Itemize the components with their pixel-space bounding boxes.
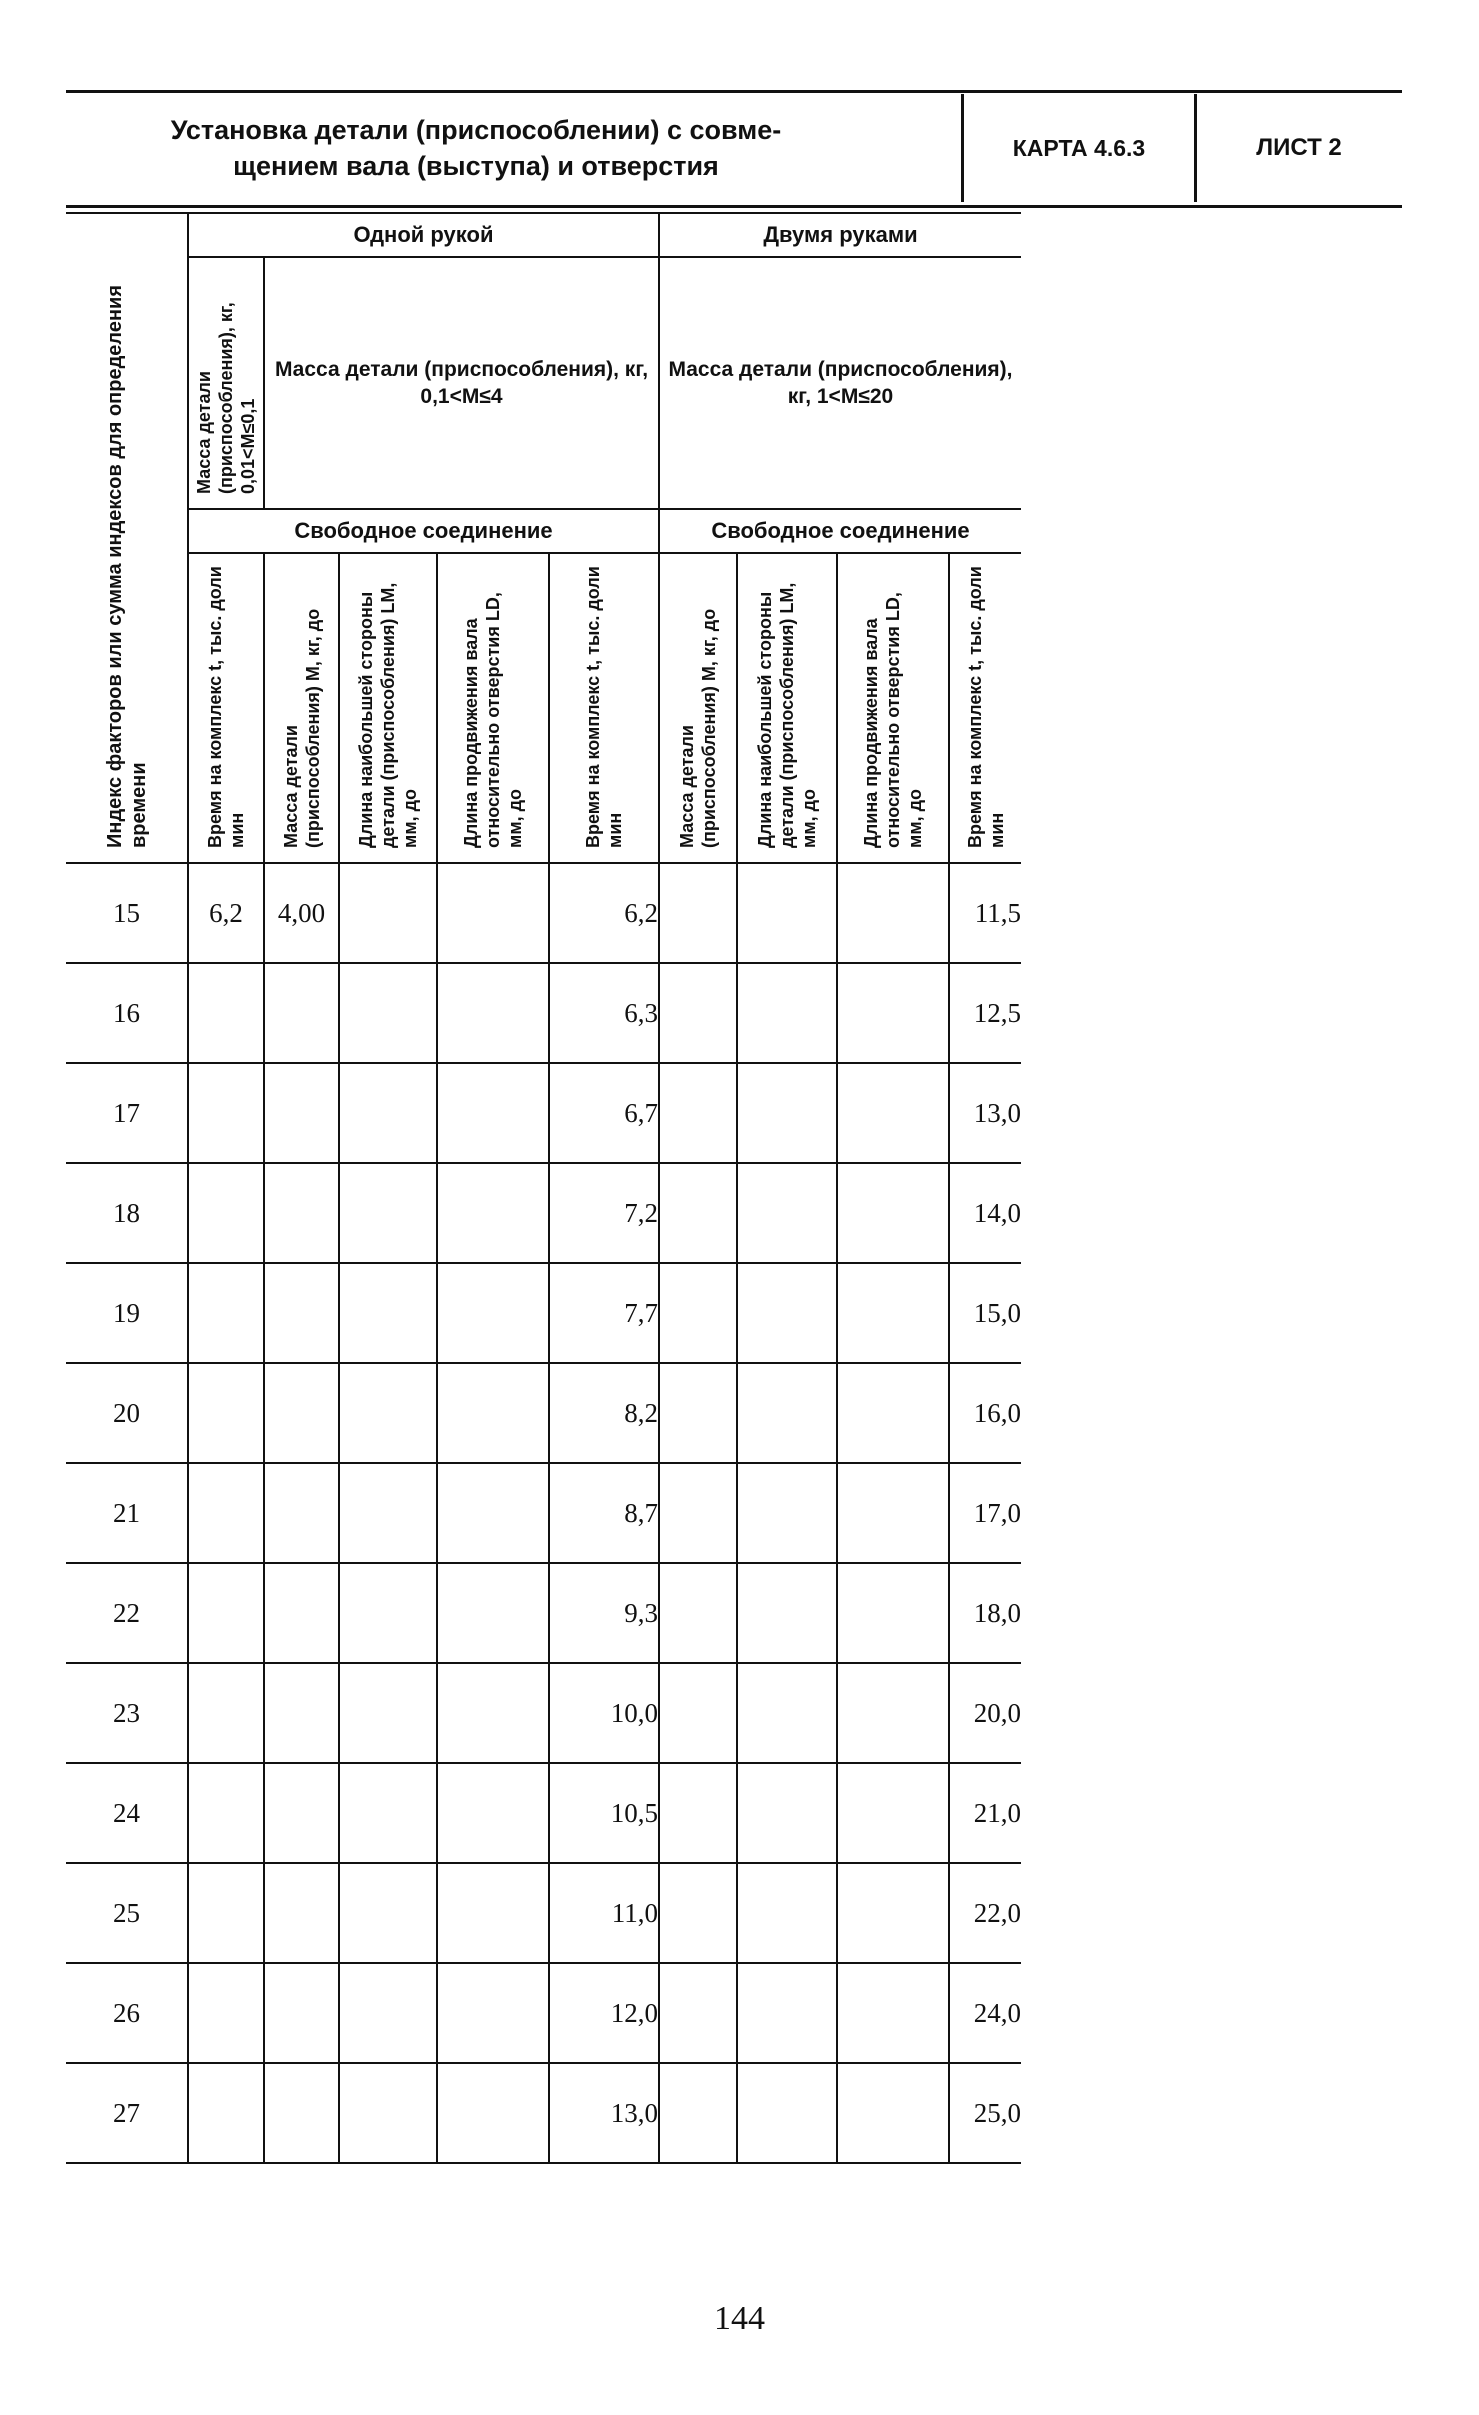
- page-number: 144: [714, 2300, 765, 2337]
- time-2-cell: 6,3: [549, 963, 659, 1063]
- travel-2-cell: [837, 1663, 949, 1763]
- travel-2-cell: [837, 963, 949, 1063]
- mass-1-cell: [264, 1463, 339, 1563]
- table-row: [66, 1463, 1021, 1563]
- time-2-cell: 10,5: [549, 1763, 659, 1863]
- header-bottom-rule: [66, 205, 1402, 208]
- col-mass-1: [264, 553, 339, 863]
- card-title-line-1: Установка детали (приспособлении) с совме-: [170, 115, 782, 145]
- col-mass-2-label: Масса детали (приспособления) M, кг, до: [677, 608, 719, 848]
- length-1-cell: [339, 1863, 437, 1963]
- col-travel-1: [437, 553, 549, 863]
- col-travel-1-label: Длина продвижения вала относительно отверстия LD, мм, до: [461, 592, 525, 848]
- index-header: Индекс факторов или сумма индексов для определения времени: [103, 284, 150, 848]
- mass-small-header: Масса детали (приспособления), кг, 0,01<M≤0,1: [194, 302, 258, 494]
- length-1-cell: [339, 1263, 437, 1363]
- time-1-cell: [188, 1763, 264, 1863]
- travel-1-cell: [437, 1563, 549, 1663]
- length-1-cell: [339, 1163, 437, 1263]
- travel-2-cell: [837, 1863, 949, 1963]
- time-1-cell: [188, 1563, 264, 1663]
- mass-2-cell: [659, 1963, 737, 2063]
- table-row: [66, 1963, 1021, 2063]
- col-length-2: [737, 553, 837, 863]
- time-3-cell: 17,0: [949, 1463, 1021, 1563]
- mass-2-cell: [659, 1563, 737, 1663]
- mass-mid-header: Масса детали (приспособления), кг, 0,1<M≤4: [264, 257, 659, 509]
- length-2-cell: [737, 1163, 837, 1263]
- norms-table: [66, 212, 1021, 2164]
- travel-2-cell: [837, 1363, 949, 1463]
- travel-1-cell: [437, 1063, 549, 1163]
- travel-2-cell: [837, 1263, 949, 1363]
- index-cell: 19: [66, 1263, 188, 1363]
- table-body: [66, 863, 1021, 2163]
- travel-1-cell: [437, 963, 549, 1063]
- mass-1-cell: [264, 1563, 339, 1663]
- index-cell: 18: [66, 1163, 188, 1263]
- length-1-cell: [339, 1663, 437, 1763]
- col-travel-2-label: Длина продвижения вала относительно отверстия LD, мм, до: [861, 592, 925, 848]
- travel-2-cell: [837, 1963, 949, 2063]
- time-3-cell: 13,0: [949, 1063, 1021, 1163]
- length-2-cell: [737, 1663, 837, 1763]
- free-fit-one-header: Свободное соединение: [188, 509, 659, 553]
- length-1-cell: [339, 1063, 437, 1163]
- time-1-cell: [188, 1363, 264, 1463]
- index-cell: 21: [66, 1463, 188, 1563]
- col-mass-2: [659, 553, 737, 863]
- travel-1-cell: [437, 1463, 549, 1563]
- length-1-cell: [339, 1463, 437, 1563]
- index-cell: 25: [66, 1863, 188, 1963]
- time-3-cell: 20,0: [949, 1663, 1021, 1763]
- table-row: [66, 1063, 1021, 1163]
- index-cell: 15: [66, 863, 188, 963]
- mass-1-cell: [264, 1763, 339, 1863]
- length-2-cell: [737, 863, 837, 963]
- col-travel-2: [837, 553, 949, 863]
- time-3-cell: 15,0: [949, 1263, 1021, 1363]
- time-2-cell: 10,0: [549, 1663, 659, 1763]
- time-1-cell: [188, 1263, 264, 1363]
- mass-2-cell: [659, 1363, 737, 1463]
- index-cell: 22: [66, 1563, 188, 1663]
- index-cell: 27: [66, 2063, 188, 2163]
- travel-2-cell: [837, 2063, 949, 2163]
- one-hand-header: Одной рукой: [188, 213, 659, 257]
- mass-1-cell: [264, 1263, 339, 1363]
- mass-1-cell: [264, 1963, 339, 2063]
- mass-two-header: Масса детали (приспособления), кг, 1<M≤20: [659, 257, 1021, 509]
- col-length-1: [339, 553, 437, 863]
- mass-2-cell: [659, 863, 737, 963]
- time-2-cell: 7,2: [549, 1163, 659, 1263]
- time-2-cell: 12,0: [549, 1963, 659, 2063]
- travel-2-cell: [837, 1163, 949, 1263]
- mass-small-cell: [188, 257, 264, 509]
- time-2-cell: 8,7: [549, 1463, 659, 1563]
- card-title: [66, 112, 886, 184]
- time-3-cell: 21,0: [949, 1763, 1021, 1863]
- col-time-1-label: Время на комплекс t, тыс. доли мин: [205, 566, 247, 848]
- mass-1-cell: [264, 1863, 339, 1963]
- travel-2-cell: [837, 1063, 949, 1163]
- length-2-cell: [737, 1463, 837, 1563]
- mass-2-cell: [659, 1863, 737, 1963]
- time-1-cell: [188, 1663, 264, 1763]
- travel-1-cell: [437, 2063, 549, 2163]
- time-2-cell: 9,3: [549, 1563, 659, 1663]
- time-1-cell: [188, 1463, 264, 1563]
- col-time-3-label: Время на комплекс t, тыс. доли мин: [964, 566, 1007, 848]
- length-2-cell: [737, 1363, 837, 1463]
- index-cell: 26: [66, 1963, 188, 2063]
- length-2-cell: [737, 1963, 837, 2063]
- mass-2-cell: [659, 1463, 737, 1563]
- table-row: [66, 1563, 1021, 1663]
- card-header: [66, 90, 1402, 208]
- index-cell: 16: [66, 963, 188, 1063]
- time-1-cell: [188, 963, 264, 1063]
- mass-2-cell: [659, 1263, 737, 1363]
- length-2-cell: [737, 1563, 837, 1663]
- travel-1-cell: [437, 1663, 549, 1763]
- col-time-1: [188, 553, 264, 863]
- card-number: КАРТА 4.6.3: [961, 94, 1197, 202]
- length-2-cell: [737, 1063, 837, 1163]
- mass-2-cell: [659, 963, 737, 1063]
- length-2-cell: [737, 963, 837, 1063]
- length-2-cell: [737, 2063, 837, 2163]
- travel-1-cell: [437, 1263, 549, 1363]
- time-2-cell: 7,7: [549, 1263, 659, 1363]
- index-cell: 23: [66, 1663, 188, 1763]
- table-row: [66, 863, 1021, 963]
- mass-2-cell: [659, 1663, 737, 1763]
- time-3-cell: 16,0: [949, 1363, 1021, 1463]
- length-2-cell: [737, 1263, 837, 1363]
- table-row: [66, 1263, 1021, 1363]
- travel-1-cell: [437, 1363, 549, 1463]
- length-2-cell: [737, 1763, 837, 1863]
- time-1-cell: [188, 1163, 264, 1263]
- travel-1-cell: [437, 1863, 549, 1963]
- mass-2-cell: [659, 1163, 737, 1263]
- table-row: [66, 1763, 1021, 1863]
- mass-1-cell: 4,00: [264, 863, 339, 963]
- time-2-cell: 13,0: [549, 2063, 659, 2163]
- card-title-line-2: щением вала (выступа) и отверстия: [233, 151, 719, 181]
- time-1-cell: [188, 1063, 264, 1163]
- mass-2-cell: [659, 1763, 737, 1863]
- mass-1-cell: [264, 1063, 339, 1163]
- mass-2-cell: [659, 2063, 737, 2163]
- time-3-cell: 11,5: [949, 863, 1021, 963]
- travel-2-cell: [837, 1763, 949, 1863]
- sheet-number: ЛИСТ 2: [1256, 134, 1342, 161]
- free-fit-two-header: Свободное соединение: [659, 509, 1021, 553]
- time-3-cell: 25,0: [949, 2063, 1021, 2163]
- travel-1-cell: [437, 1963, 549, 2063]
- time-1-cell: [188, 1863, 264, 1963]
- mass-2-cell: [659, 1063, 737, 1163]
- mass-1-cell: [264, 963, 339, 1063]
- col-time-2: [549, 553, 659, 863]
- index-cell: 17: [66, 1063, 188, 1163]
- travel-1-cell: [437, 1163, 549, 1263]
- time-3-cell: 22,0: [949, 1863, 1021, 1963]
- index-cell: 20: [66, 1363, 188, 1463]
- two-hands-header: Двумя руками: [659, 213, 1021, 257]
- time-2-cell: 11,0: [549, 1863, 659, 1963]
- col-length-1-label: Длина наибольшей стороны детали (приспособления) LM, мм, до: [356, 582, 420, 848]
- time-2-cell: 6,7: [549, 1063, 659, 1163]
- col-time-2-label: Время на комплекс t, тыс. доли мин: [583, 566, 625, 848]
- time-3-cell: 12,5: [949, 963, 1021, 1063]
- table-row: [66, 1863, 1021, 1963]
- length-1-cell: [339, 1363, 437, 1463]
- time-1-cell: 6,2: [188, 863, 264, 963]
- time-2-cell: 6,2: [549, 863, 659, 963]
- time-3-cell: 18,0: [949, 1563, 1021, 1663]
- mass-1-cell: [264, 1163, 339, 1263]
- table-row: [66, 1363, 1021, 1463]
- travel-2-cell: [837, 863, 949, 963]
- length-1-cell: [339, 863, 437, 963]
- time-3-cell: 14,0: [949, 1163, 1021, 1263]
- index-cell: 24: [66, 1763, 188, 1863]
- length-1-cell: [339, 2063, 437, 2163]
- length-1-cell: [339, 1563, 437, 1663]
- table-row: [66, 963, 1021, 1063]
- length-1-cell: [339, 1963, 437, 2063]
- col-length-2-label: Длина наибольшей стороны детали (приспособления) LM, мм, до: [755, 582, 819, 848]
- time-2-cell: 8,2: [549, 1363, 659, 1463]
- travel-1-cell: [437, 863, 549, 963]
- table-row: [66, 2063, 1021, 2163]
- table-row: [66, 1663, 1021, 1763]
- travel-2-cell: [837, 1563, 949, 1663]
- header-top-rule: [66, 90, 1402, 93]
- time-3-cell: 24,0: [949, 1963, 1021, 2063]
- index-header-cell: [66, 213, 188, 863]
- length-2-cell: [737, 1863, 837, 1963]
- table-row: [66, 1163, 1021, 1263]
- time-1-cell: [188, 1963, 264, 2063]
- length-1-cell: [339, 963, 437, 1063]
- col-mass-1-label: Масса детали (приспособления) M, кг, до: [280, 608, 323, 848]
- mass-1-cell: [264, 1363, 339, 1463]
- mass-1-cell: [264, 2063, 339, 2163]
- mass-1-cell: [264, 1663, 339, 1763]
- length-1-cell: [339, 1763, 437, 1863]
- travel-1-cell: [437, 1763, 549, 1863]
- travel-2-cell: [837, 1463, 949, 1563]
- time-1-cell: [188, 2063, 264, 2163]
- col-time-3: [949, 553, 1021, 863]
